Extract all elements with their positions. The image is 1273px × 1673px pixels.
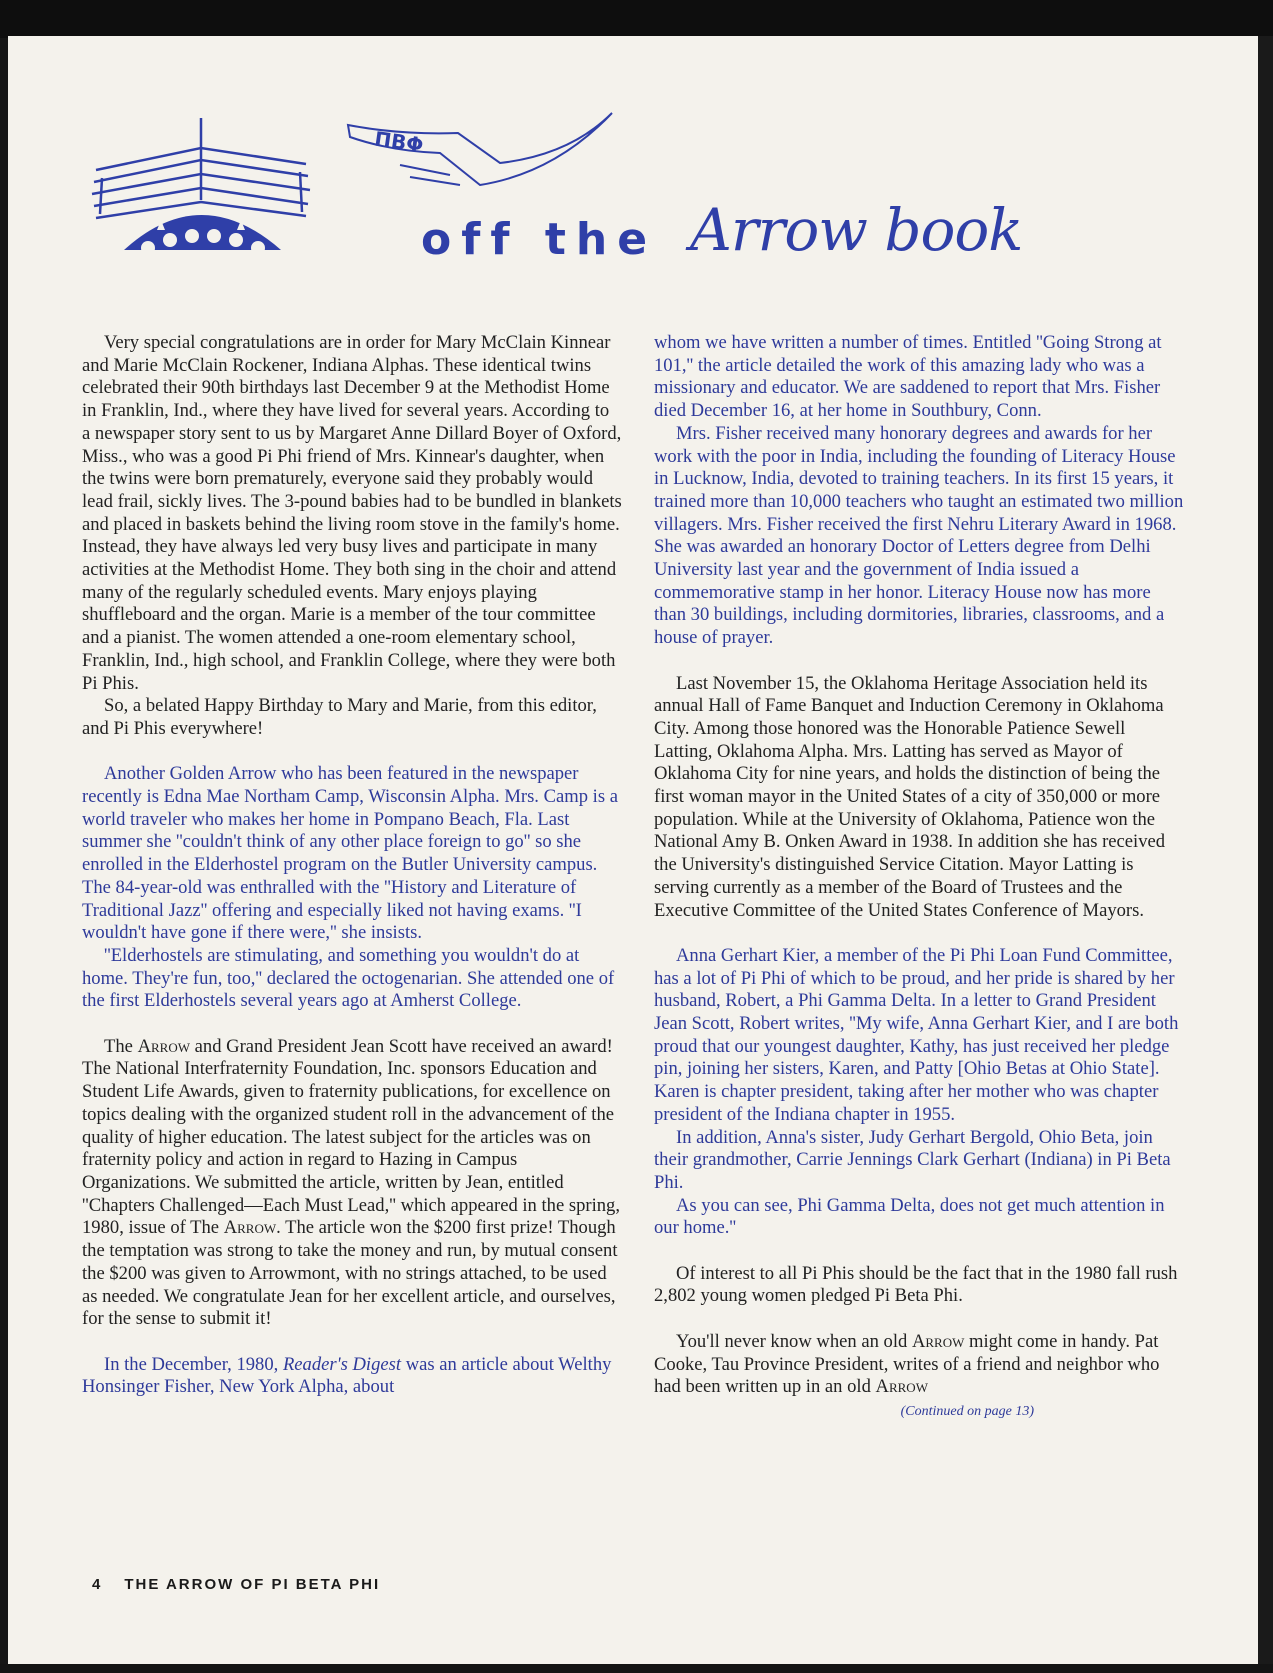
scan-right-border: [1258, 36, 1273, 1673]
article-paragraph: So, a belated Happy Birthday to Mary and Marie, from this editor, and Pi Phis everywhere!: [82, 695, 597, 739]
text-run: You'll never know when an old: [676, 1330, 912, 1352]
lamp-logo-icon: [86, 90, 316, 290]
text-run: was an article about Welthy Honsinger Fisher, New York Alpha, about: [82, 1353, 612, 1398]
arrow-logo-letters: ΠΒΦ: [373, 126, 425, 158]
article-paragraph: Mrs. Fisher received many honorary degrees and awards for her work with the poor in India, including the founding of Literacy House in Lucknow, India, devoted to training teachers. In its first 15 years, it trained more than 10,000 teachers who taught an estimated two million villagers. Mrs. Fisher received the first Nehru Literary Award in 1968. She was awarded an honorary Doctor of Letters degree from Delhi University last year and the government of India issued a commemorative stamp in her honor. Literacy House now has more than 30 buildings, including dormitories, libraries, classrooms, and a house of prayer.: [654, 422, 1184, 649]
article-paragraph: Very special congratulations are in order for Mary McClain Kinnear and Marie McClain Rockener, Indiana Alphas. These identical twins celebrated their 90th birthdays last December 9 at the Methodist Home in Franklin, Ind., where they have lived for several years. According to a newspaper story sent to us by Margaret Anne Dillard Boyer of Oxford, Miss., who was a good Pi Phi friend of Mrs. Kinnear's daughter, when the twins were born prematurely, everyone said they probably would lead frail, sickly lives. The 3-pound babies had to be bundled in blankets and placed in baskets behind the living room stove in the family's home. Instead, they have always led very busy lives and participate in many activities at the Methodist Home. They both sing in the choir and attend many of the regularly scheduled events. Mary enjoys playing shuffleboard and the organ. Marie is a member of the tour committee and a pianist. The women attended a one-room elementary school, Franklin, Ind., high school, and Franklin College, where they were both Pi Phis.: [82, 332, 622, 694]
article-paragraph: [654, 1331, 1184, 1399]
arrow-smallcaps: Arrow: [875, 1376, 928, 1398]
article-paragraph: ''Elderhostels are stimulating, and something you wouldn't do at home. They're fun, too,'' declared the octogenarian. She attended one of the first Elderhostels several years ago at Amherst College.: [82, 944, 615, 1012]
article-paragraph: Anna Gerhart Kier, a member of the Pi Phi Loan Fund Committee, has a lot of Pi Phi of which to be proud, and her pride is shared by her husband, Robert, a Phi Gamma Delta. In a letter to Grand President Jean Scott, Robert writes, ''My wife, Anna Gerhart Kier, and I are both proud that our youngest daughter, Kathy, has just received her pledge pin, joining her sisters, Karen, and Patty [Ohio Betas at Ohio State]. Karen is chapter president, taking after her mother who was chapter president of the Indiana chapter in 1955.: [654, 944, 1179, 1125]
article-paragraph: Last November 15, the Oklahoma Heritage Association held its annual Hall of Fame Banquet and Induction Ceremony in Oklahoma City. Among those honored was the Honorable Patience Sewell Latting, Oklahoma Alpha. Mrs. Latting has served as Mayor of Oklahoma City for nine years, and holds the distinction of being the first woman mayor in the United States of a city of 350,000 or more population. While at the University of Oklahoma, Patience won the National Amy B. Onken Award in 1938. In addition she has received the University's distinguished Service Citation. Mayor Latting is serving currently as a member of the Board of Trustees and the Executive Committee of the United States Conference of Mayors.: [654, 672, 1166, 921]
article-paragraph: Another Golden Arrow who has been featured in the newspaper recently is Edna Mae Northam Camp, Wisconsin Alpha. Mrs. Camp is a world traveler who makes her home in Pompano Beach, Fla. Last summer she ''couldn't think of any other place foreign to go'' so she enrolled in the Elderhostel program on the Butler University campus. The 84-year-old was enthralled with the ''History and Literature of Traditional Jazz'' offering and especially liked not having exams. ''I wouldn't have gone if there were,'' she insists.: [82, 763, 618, 944]
header-title-off-the: off the: [421, 214, 658, 265]
article-paragraph: whom we have written a number of times. Entitled ''Going Strong at 101,'' the article detailed the work of this amazing lady who was a missionary and educator. We are saddened to report that Mrs. Fisher died December 16, at her home in Southbury, Conn.: [654, 332, 1162, 422]
text-run: The: [104, 1035, 138, 1057]
arrow-smallcaps: Arrow: [137, 1035, 190, 1057]
page-footer: [92, 1576, 380, 1593]
arrow-smallcaps: Arrow: [911, 1330, 965, 1352]
publication-name: THE ARROW OF PI BETA PHI: [124, 1576, 381, 1593]
arrow-smallcaps: Arrow: [223, 1217, 277, 1239]
text-run: In the December, 1980,: [104, 1353, 283, 1375]
page-number: 4: [92, 1576, 103, 1593]
scan-bottom-border: [0, 1664, 1273, 1673]
continued-note: (Continued on page 13): [900, 1403, 1034, 1419]
article-paragraph: [82, 1036, 622, 1331]
arrow-logo-icon: [340, 105, 620, 215]
text-run: . The article won the $200 first prize! Though the temptation was strong to take the money and run, by mutual consent the $200 was given to Arrowmont, with no strings attached, to be used as needed. We congratulate Jean for her excellent article, and ourselves, for the sense to submit it!: [82, 1217, 618, 1330]
left-column: [82, 332, 622, 1399]
article-paragraph: Of interest to all Pi Phis should be the fact that in the 1980 fall rush 2,802 young women pledged Pi Beta Phi.: [654, 1262, 1178, 1307]
text-run: might come in handy. Pat Cooke, Tau Province President, writes of a friend and neighbor who had been written up in an old: [654, 1330, 1160, 1398]
readers-digest-title: Reader's Digest: [282, 1353, 402, 1375]
article-paragraph: As you can see, Phi Gamma Delta, does not get much attention in our home.'': [654, 1194, 1165, 1239]
header-title-arrow-book: Arrow book: [690, 196, 1023, 264]
text-run: and Grand President Jean Scott have received an award! The National Interfraternity Foundation, Inc. sponsors Education and Student Life Awards, given to fraternity publications, for excellence on topics dealing with the organized student roll in the advancement of the quality of higher education. The latest subject for the articles was on fraternity policy and action in regard to Hazing in Campus Organizations. We submitted the article, written by Jean, entitled ''Chapters Challenged—Each Must Lead,'' which appeared in the spring, 1980, issue of The: [82, 1035, 621, 1239]
article-paragraph: In addition, Anna's sister, Judy Gerhart Bergold, Ohio Beta, join their grandmother, Carrie Jennings Clark Gerhart (Indiana) in Pi Beta Phi.: [654, 1126, 1171, 1193]
scan-top-border: [0, 0, 1273, 38]
article-paragraph: [82, 1354, 622, 1399]
right-column: [654, 332, 1184, 1424]
